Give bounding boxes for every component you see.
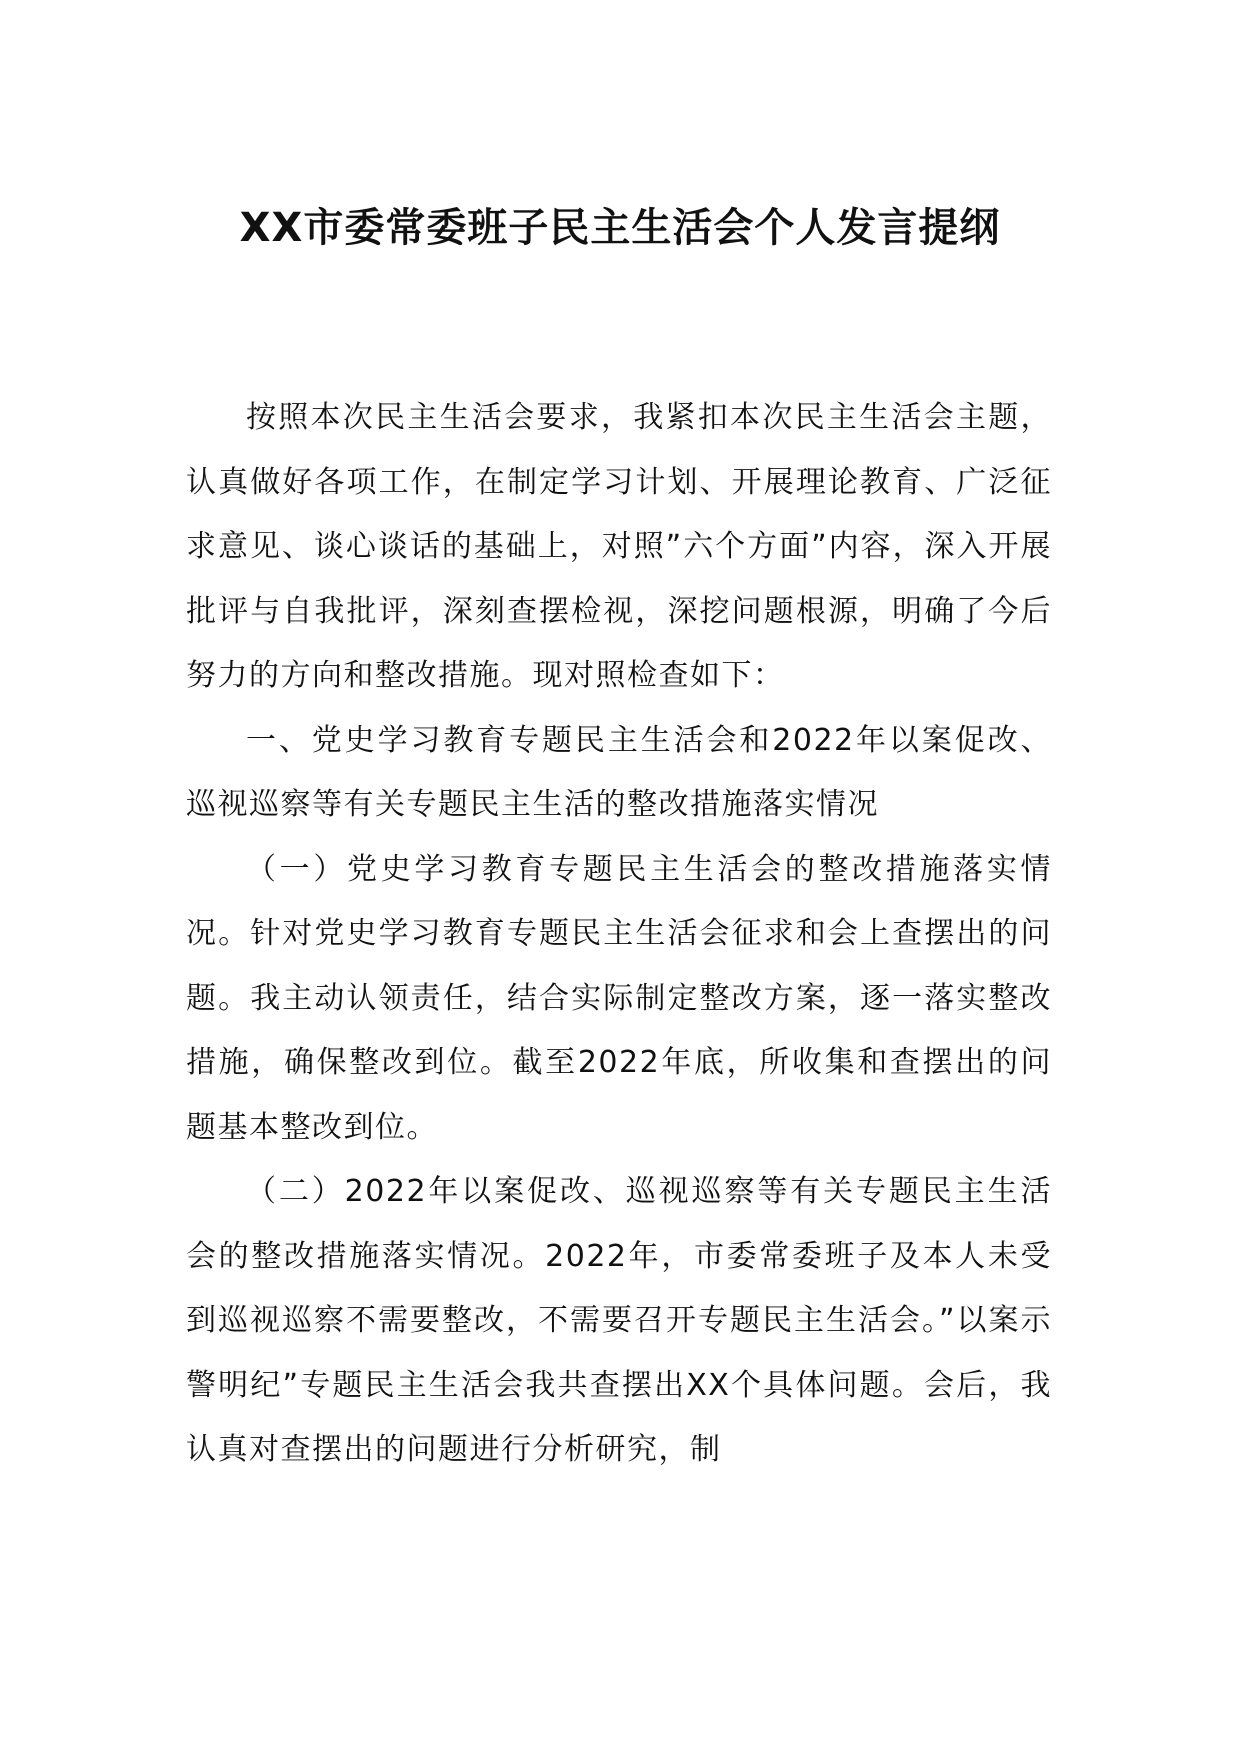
paragraph-intro: 按照本次民主生活会要求，我紧扣本次民主生活会主题，认真做好各项工作，在制定学习计划、开展理论教育、广泛征求意见、谈心谈话的基础上，对照”六个方面”内容，深入开展批评与自我批评，深刻查摆检视，深挖问题根源，明确了今后努力的方向和整改措施。现对照检查如下： bbox=[186, 400, 1052, 693]
subsection-2: （二）2022年以案促改、巡视巡察等有关专题民主生活会的整改措施落实情况。2022年，市委常委班子及本人未受到巡视巡察不需要整改，不需要召开专题民主生活会。”以案示警明纪”专题民主生活会我共查摆出XX个具体问题。会后，我认真对查摆出的问题进行分析研究，制 bbox=[186, 1174, 1052, 1467]
document-title: XX市委常委班子民主生活会个人发言提纲 bbox=[239, 205, 1001, 251]
document-body bbox=[186, 386, 1052, 1483]
section-heading-1: 一、党史学习教育专题民主生活会和2022年以案促改、巡视巡察等有关专题民主生活的整改措施落实情况 bbox=[186, 722, 1052, 822]
subsection-1: （一）党史学习教育专题民主生活会的整改措施落实情况。针对党史学习教育专题民主生活会征求和会上查摆出的问题。我主动认领责任，结合实际制定整改方案，逐一落实整改措施，确保整改到位。截至2022年底，所收集和查摆出的问题基本整改到位。 bbox=[186, 851, 1052, 1145]
